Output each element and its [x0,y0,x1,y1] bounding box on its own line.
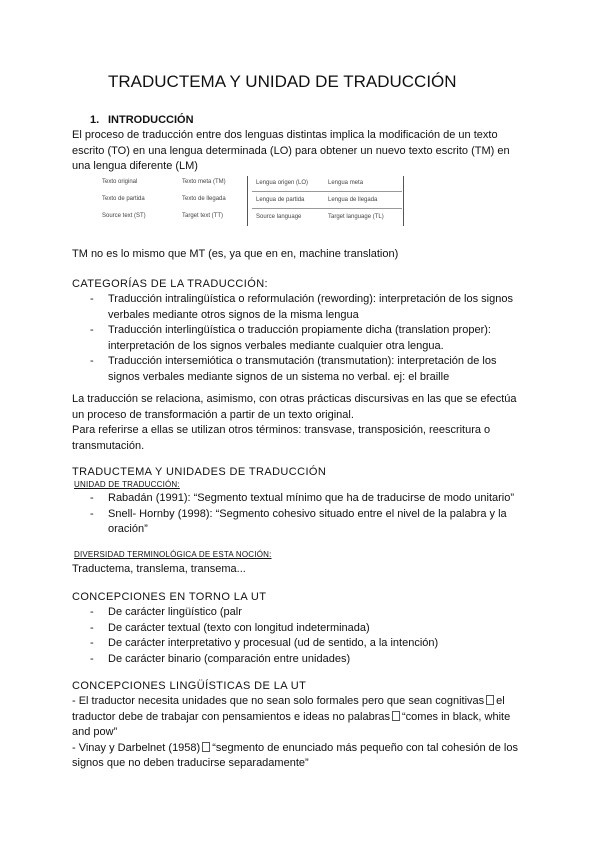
document-title: TRADUCTEMA Y UNIDAD DE TRADUCCIÓN [108,72,457,91]
text-fragment: el [496,695,505,707]
text-fragment: - El traductor necesita unidades que no sean solo formales pero que sean cognitivas [72,695,485,707]
table-cell: Target text (TT) [182,213,224,219]
text-line: and pow” [72,726,118,738]
table-cell: Lengua de partida [256,197,305,203]
text-fragment: “comes in black, white [402,710,511,723]
missing-glyph-icon [486,695,494,705]
list-item [90,491,530,507]
list-item-line: - Traducción intersemiótica o transmutación (transmutation): interpretación de los [108,355,497,367]
list-item-line: - Traducción interlingüística o traducción propiamente dicha (translation proper): [108,324,491,336]
section-heading-introduccion: INTRODUCCIÓN [108,114,194,126]
text-line: transmutación. [72,439,145,452]
categorias-list [90,292,530,385]
heading-concepciones: CONCEPCIONES EN TORNO LA UT [72,591,267,603]
heading-categorias: CATEGORÍAS DE LA TRADUCCIÓN: [72,278,268,290]
text-fragment: - Vinay y Darbelnet (1958) [72,741,201,754]
table-divider [247,176,248,226]
list-item [90,292,530,323]
list-item-line: oración” [108,523,148,535]
subheading-unidad: UNIDAD DE TRADUCCIÓN: [74,480,180,489]
table-cell: Target language (TL) [328,214,384,220]
table-cell: Texto original [102,179,138,185]
list-item-line: - Snell- Hornby (1998): “Segmento cohesivo situado entre el nivel de la palabra y la [108,507,507,520]
list-item [90,354,530,385]
subheading-diversidad: DIVERSIDAD TERMINOLÓGICA DE ESTA NOCIÓN: [74,550,272,559]
text-line: La traducción se relaciona, asimismo, con otras prácticas discursivas en las que se efectúa [72,393,517,405]
list-item: - De carácter interpretativo y procesual (ud de sentido, a la intención) [90,636,530,652]
list-item: - De carácter lingüístico (palr [90,605,530,621]
linguisticas-paragraph [72,694,528,772]
list-item-line: verbales mediante otros signos de la misma lengua [108,308,359,321]
table-cell: Texto de partida [102,196,145,202]
table-rule [252,191,402,192]
missing-glyph-icon [392,711,400,721]
text-line [72,741,528,757]
list-item-line: - Traducción intralingüística o reformulación (rewording): interpretación de los signos [108,293,513,305]
text-line: un proceso de transformación a partir de un texto original. [72,408,354,421]
diversidad-text: Traductema, translema, transema... [72,563,246,575]
table-cell: Lengua meta [328,180,364,186]
table-cell: Texto meta (TM) [182,179,226,185]
heading-linguisticas: CONCEPCIONES LINGÜÍSTICAS DE LA UT [72,680,307,692]
text-line: una lengua diferente (LM) [72,160,198,172]
heading-traductema: TRADUCTEMA Y UNIDADES DE TRADUCCIÓN [72,466,327,478]
list-item [90,323,530,354]
list-item-line: interpretación de los signos verbales mediante cualquier otra lengua. [108,339,444,352]
missing-glyph-icon [202,742,210,752]
text-line [72,694,528,710]
text-fragment: “segmento de enunciado más pequeño con tal cohesión de los [212,741,518,754]
text-fragment: traductor debe de trabajar con pensamientos e ideas no palabras [72,710,390,723]
text-line: escrito (TO) en una lengua determinada (LO) para obtener un nuevo texto escrito (TM) en [72,144,510,157]
list-item: - De carácter textual (texto con longitud indeterminada) [90,621,530,637]
table-cell: Texto de llegada [182,196,226,202]
text-line [72,710,528,726]
text-line: signos que no deben traducirse separadamente” [72,757,309,769]
table-cell: Lengua origen (LO) [256,180,309,186]
table-cell: Lengua de llegada [328,197,378,203]
relacion-paragraph [72,392,532,454]
unidad-list [90,491,530,538]
concepciones-list [90,605,530,667]
table-divider [403,176,404,226]
table-cell: Source language [256,214,302,220]
text-line: El proceso de traducción entre dos lenguas distintas implica la modificación de un texto [72,129,498,141]
intro-paragraph [72,128,532,175]
table-rule [252,208,402,209]
table-cell: Source text (ST) [102,213,146,219]
text-line: Para referirse a ellas se utilizan otros términos: transvase, transposición, reescritura o [72,424,491,436]
list-item-line: - Rabadán (1991): “Segmento textual mínimo que ha de traducirse de modo unitario” [108,492,515,504]
tm-note: TM no es lo mismo que MT (es, ya que en en, machine translation) [72,248,399,260]
list-item-line: signos verbales mediante signos de un sistema no verbal. ej: el braille [108,370,450,383]
list-item: - De carácter binario (comparación entre unidades) [90,652,530,668]
list-item [90,507,530,538]
section-number: 1. [90,114,100,126]
